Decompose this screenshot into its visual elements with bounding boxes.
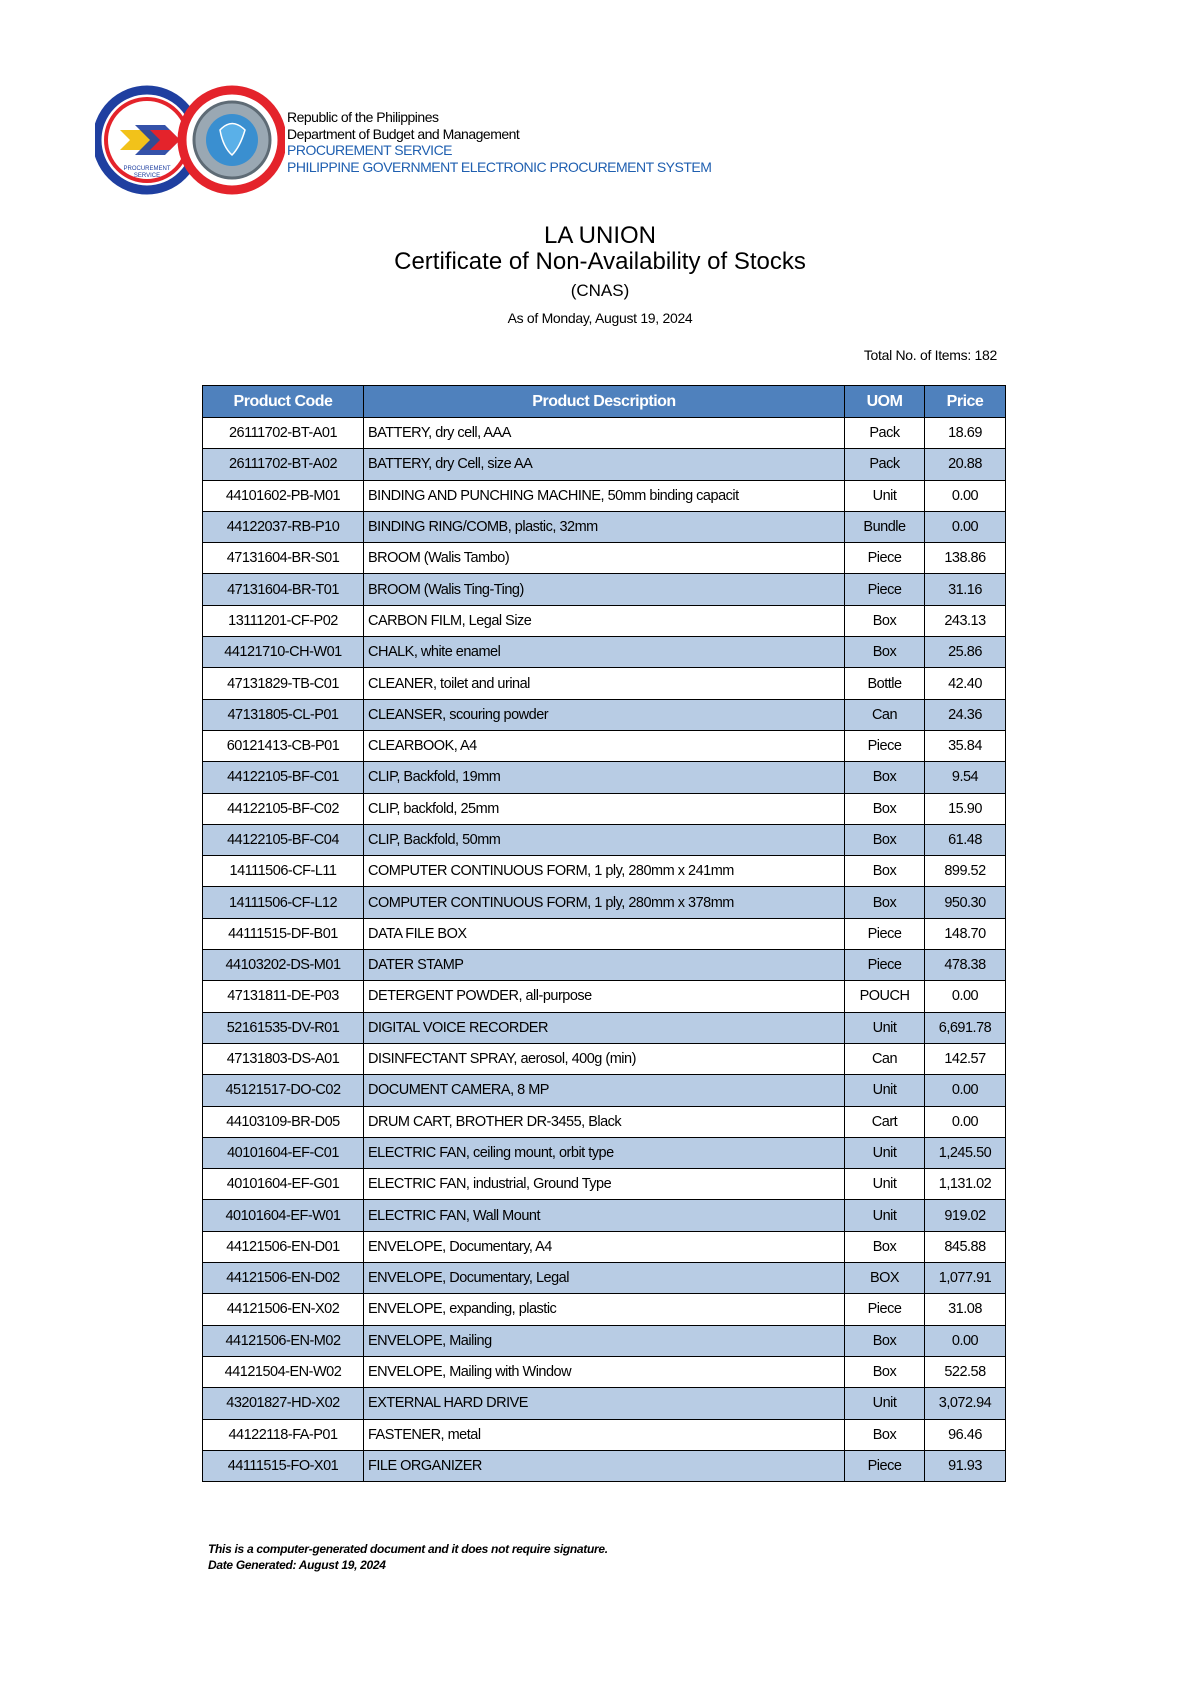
table-row <box>203 824 1006 855</box>
cell-uom: Bundle <box>845 511 925 542</box>
cell-product-code: 45121517-DO-C02 <box>203 1075 364 1106</box>
cell-price: 950.30 <box>925 887 1006 918</box>
cell-product-code: 60121413-CB-P01 <box>203 730 364 761</box>
cell-product-code: 44121506-EN-D02 <box>203 1263 364 1294</box>
cell-price: 25.86 <box>925 637 1006 668</box>
table-header-row <box>203 386 1006 418</box>
cell-uom: Box <box>845 824 925 855</box>
cell-product-code: 40101604-EF-G01 <box>203 1169 364 1200</box>
column-header-uom: UOM <box>845 386 925 418</box>
agency-line-procurement: PROCUREMENT SERVICE <box>287 142 453 158</box>
cell-uom: Box <box>845 793 925 824</box>
table-row <box>203 574 1006 605</box>
table-row <box>203 1106 1006 1137</box>
agency-line-philgeps: PHILIPPINE GOVERNMENT ELECTRONIC PROCUREMENT SYSTEM <box>287 158 712 175</box>
table-row <box>203 1419 1006 1450</box>
cell-uom: Pack <box>845 449 925 480</box>
cell-product-description: ELECTRIC FAN, Wall Mount <box>364 1200 845 1231</box>
cell-product-description: CLIP, Backfold, 50mm <box>364 824 845 855</box>
cell-product-code: 47131604-BR-T01 <box>203 574 364 605</box>
cell-price: 0.00 <box>925 511 1006 542</box>
agency-line-department: Department of Budget and Management <box>287 125 520 142</box>
cell-uom: Can <box>845 699 925 730</box>
table-row <box>203 1450 1006 1481</box>
cell-product-code: 14111506-CF-L11 <box>203 856 364 887</box>
cell-uom: Box <box>845 605 925 636</box>
cell-product-code: 40101604-EF-C01 <box>203 1137 364 1168</box>
logo-label: PROCUREMENT <box>123 166 171 172</box>
cell-product-code: 44122118-FA-P01 <box>203 1419 364 1450</box>
footer-generated-date: Date Generated: August 19, 2024 <box>208 1558 386 1572</box>
cell-uom: Piece <box>845 543 925 574</box>
table-row <box>203 480 1006 511</box>
cell-product-code: 44121710-CH-W01 <box>203 637 364 668</box>
table-row <box>203 950 1006 981</box>
table-row <box>203 1325 1006 1356</box>
cell-price: 919.02 <box>925 1200 1006 1231</box>
stock-table <box>202 385 1006 1482</box>
cell-product-code: 26111702-BT-A01 <box>203 418 364 449</box>
column-header-product-description: Product Description <box>364 386 845 418</box>
cell-uom: Box <box>845 762 925 793</box>
table-row <box>203 605 1006 636</box>
cell-product-description: BROOM (Walis Tambo) <box>364 543 845 574</box>
cell-product-description: BATTERY, dry cell, AAA <box>364 418 845 449</box>
table-row <box>203 1137 1006 1168</box>
cell-price: 522.58 <box>925 1356 1006 1387</box>
cell-uom: Bottle <box>845 668 925 699</box>
table-body <box>203 418 1006 1482</box>
cell-product-description: DATA FILE BOX <box>364 918 845 949</box>
cell-uom: Unit <box>845 1012 925 1043</box>
total-items: Total No. of Items: 182 <box>863 347 997 363</box>
cell-uom: Unit <box>845 1388 925 1419</box>
table-row <box>203 543 1006 574</box>
cell-price: 6,691.78 <box>925 1012 1006 1043</box>
cell-uom: Box <box>845 1356 925 1387</box>
table-row <box>203 1294 1006 1325</box>
table-row <box>203 730 1006 761</box>
cell-uom: Box <box>845 1419 925 1450</box>
cell-product-description: ELECTRIC FAN, ceiling mount, orbit type <box>364 1137 845 1168</box>
cell-uom: Piece <box>845 1450 925 1481</box>
cell-price: 1,077.91 <box>925 1263 1006 1294</box>
cell-uom: Unit <box>845 1169 925 1200</box>
cell-product-description: CLEANER, toilet and urinal <box>364 668 845 699</box>
table-row <box>203 1075 1006 1106</box>
table-row <box>203 418 1006 449</box>
table-row <box>203 668 1006 699</box>
cell-price: 3,072.94 <box>925 1388 1006 1419</box>
cell-price: 91.93 <box>925 1450 1006 1481</box>
cell-price: 20.88 <box>925 449 1006 480</box>
cell-product-code: 44122105-BF-C01 <box>203 762 364 793</box>
header <box>95 85 795 195</box>
table-row <box>203 918 1006 949</box>
cell-uom: Box <box>845 637 925 668</box>
cell-product-code: 44122037-RB-P10 <box>203 511 364 542</box>
table-row <box>203 1012 1006 1043</box>
cell-uom: POUCH <box>845 981 925 1012</box>
cell-uom: Box <box>845 856 925 887</box>
cell-product-description: ENVELOPE, expanding, plastic <box>364 1294 845 1325</box>
table-row <box>203 1263 1006 1294</box>
cell-product-description: DATER STAMP <box>364 950 845 981</box>
column-header-price: Price <box>925 386 1006 418</box>
cell-product-description: COMPUTER CONTINUOUS FORM, 1 ply, 280mm x 378mm <box>364 887 845 918</box>
cell-product-code: 40101604-EF-W01 <box>203 1200 364 1231</box>
cell-price: 0.00 <box>925 1325 1006 1356</box>
cell-product-description: BATTERY, dry Cell, size AA <box>364 449 845 480</box>
cell-product-code: 44111515-DF-B01 <box>203 918 364 949</box>
as-of-date: As of Monday, August 19, 2024 <box>507 310 693 326</box>
cell-price: 0.00 <box>925 480 1006 511</box>
cell-product-description: DRUM CART, BROTHER DR-3455, Black <box>364 1106 845 1137</box>
cell-price: 899.52 <box>925 856 1006 887</box>
cell-uom: Box <box>845 887 925 918</box>
cell-product-code: 47131829-TB-C01 <box>203 668 364 699</box>
cell-product-description: CLEARBOOK, A4 <box>364 730 845 761</box>
column-header-product-code: Product Code <box>203 386 364 418</box>
agency-line-republic: Republic of the Philippines <box>287 109 439 125</box>
cell-product-description: COMPUTER CONTINUOUS FORM, 1 ply, 280mm x 241mm <box>364 856 845 887</box>
cell-product-code: 44121504-EN-W02 <box>203 1356 364 1387</box>
table-row <box>203 1356 1006 1387</box>
cell-product-code: 47131811-DE-P03 <box>203 981 364 1012</box>
document-abbreviation: (CNAS) <box>570 281 630 300</box>
logos <box>95 85 285 195</box>
svg-text:SERVICE: SERVICE <box>133 173 161 179</box>
cell-product-description: ELECTRIC FAN, industrial, Ground Type <box>364 1169 845 1200</box>
cell-price: 96.46 <box>925 1419 1006 1450</box>
cell-uom: BOX <box>845 1263 925 1294</box>
cell-uom: Box <box>845 1231 925 1262</box>
cell-uom: Piece <box>845 1294 925 1325</box>
cell-price: 18.69 <box>925 418 1006 449</box>
cell-price: 1,245.50 <box>925 1137 1006 1168</box>
cell-uom: Box <box>845 1325 925 1356</box>
cell-price: 0.00 <box>925 1106 1006 1137</box>
cell-product-code: 47131805-CL-P01 <box>203 699 364 730</box>
cell-product-code: 47131604-BR-S01 <box>203 543 364 574</box>
table-row <box>203 856 1006 887</box>
cell-product-code: 43201827-HD-X02 <box>203 1388 364 1419</box>
cell-product-description: BINDING RING/COMB, plastic, 32mm <box>364 511 845 542</box>
table-row <box>203 699 1006 730</box>
cell-product-code: 44103202-DS-M01 <box>203 950 364 981</box>
table-row <box>203 1200 1006 1231</box>
cell-product-code: 44122105-BF-C02 <box>203 793 364 824</box>
table-row <box>203 887 1006 918</box>
footer-note: This is a computer-generated document and it does not require signature. <box>208 1542 608 1556</box>
cell-product-description: ENVELOPE, Mailing with Window <box>364 1356 845 1387</box>
cell-price: 9.54 <box>925 762 1006 793</box>
cell-product-description: EXTERNAL HARD DRIVE <box>364 1388 845 1419</box>
table-row <box>203 1169 1006 1200</box>
cell-product-description: DISINFECTANT SPRAY, aerosol, 400g (min) <box>364 1043 845 1074</box>
cell-uom: Pack <box>845 418 925 449</box>
cell-product-description: BROOM (Walis Ting-Ting) <box>364 574 845 605</box>
cell-product-code: 44121506-EN-X02 <box>203 1294 364 1325</box>
cell-product-description: CLIP, Backfold, 19mm <box>364 762 845 793</box>
cell-price: 478.38 <box>925 950 1006 981</box>
cell-product-code: 44101602-PB-M01 <box>203 480 364 511</box>
table-row <box>203 637 1006 668</box>
cell-uom: Piece <box>845 730 925 761</box>
cell-product-description: ENVELOPE, Documentary, A4 <box>364 1231 845 1262</box>
cell-product-description: CLEANSER, scouring powder <box>364 699 845 730</box>
cell-price: 61.48 <box>925 824 1006 855</box>
table-row <box>203 1388 1006 1419</box>
table-row <box>203 449 1006 480</box>
table-row <box>203 1043 1006 1074</box>
cell-price: 243.13 <box>925 605 1006 636</box>
cell-product-description: ENVELOPE, Documentary, Legal <box>364 1263 845 1294</box>
cell-price: 15.90 <box>925 793 1006 824</box>
cell-price: 0.00 <box>925 1075 1006 1106</box>
table-row <box>203 793 1006 824</box>
cell-product-description: DETERGENT POWDER, all-purpose <box>364 981 845 1012</box>
cell-uom: Unit <box>845 1137 925 1168</box>
cell-uom: Piece <box>845 918 925 949</box>
cell-product-description: FILE ORGANIZER <box>364 1450 845 1481</box>
dbm-seal-logo <box>182 90 282 190</box>
cell-product-code: 13111201-CF-P02 <box>203 605 364 636</box>
region-title: LA UNION <box>543 222 657 249</box>
agency-block <box>287 109 711 175</box>
cell-uom: Unit <box>845 480 925 511</box>
cell-product-description: BINDING AND PUNCHING MACHINE, 50mm binding capacit <box>364 480 845 511</box>
cell-price: 42.40 <box>925 668 1006 699</box>
table-row <box>203 981 1006 1012</box>
cell-product-description: DIGITAL VOICE RECORDER <box>364 1012 845 1043</box>
cell-price: 142.57 <box>925 1043 1006 1074</box>
cell-product-code: 44121506-EN-D01 <box>203 1231 364 1262</box>
cell-price: 138.86 <box>925 543 1006 574</box>
table-row <box>203 762 1006 793</box>
cell-uom: Unit <box>845 1200 925 1231</box>
cell-price: 845.88 <box>925 1231 1006 1262</box>
cell-product-description: FASTENER, metal <box>364 1419 845 1450</box>
table-row <box>203 511 1006 542</box>
cell-price: 35.84 <box>925 730 1006 761</box>
cell-uom: Piece <box>845 574 925 605</box>
cell-price: 1,131.02 <box>925 1169 1006 1200</box>
cell-product-code: 44122105-BF-C04 <box>203 824 364 855</box>
cell-uom: Unit <box>845 1075 925 1106</box>
cell-price: 24.36 <box>925 699 1006 730</box>
cell-uom: Can <box>845 1043 925 1074</box>
cell-product-description: CLIP, backfold, 25mm <box>364 793 845 824</box>
cell-price: 148.70 <box>925 918 1006 949</box>
cell-product-code: 44103109-BR-D05 <box>203 1106 364 1137</box>
cell-price: 31.16 <box>925 574 1006 605</box>
cell-uom: Piece <box>845 950 925 981</box>
cell-product-description: CHALK, white enamel <box>364 637 845 668</box>
cell-uom: Cart <box>845 1106 925 1137</box>
cell-product-code: 44111515-FO-X01 <box>203 1450 364 1481</box>
document-title: Certificate of Non-Availability of Stocks <box>394 248 806 275</box>
cell-product-code: 14111506-CF-L12 <box>203 887 364 918</box>
cell-product-description: DOCUMENT CAMERA, 8 MP <box>364 1075 845 1106</box>
cell-product-code: 47131803-DS-A01 <box>203 1043 364 1074</box>
cell-price: 31.08 <box>925 1294 1006 1325</box>
cell-product-description: CARBON FILM, Legal Size <box>364 605 845 636</box>
cell-product-code: 44121506-EN-M02 <box>203 1325 364 1356</box>
cell-price: 0.00 <box>925 981 1006 1012</box>
cell-product-code: 52161535-DV-R01 <box>203 1012 364 1043</box>
table-row <box>203 1231 1006 1262</box>
cell-product-description: ENVELOPE, Mailing <box>364 1325 845 1356</box>
footer <box>208 1541 608 1573</box>
cell-product-code: 26111702-BT-A02 <box>203 449 364 480</box>
